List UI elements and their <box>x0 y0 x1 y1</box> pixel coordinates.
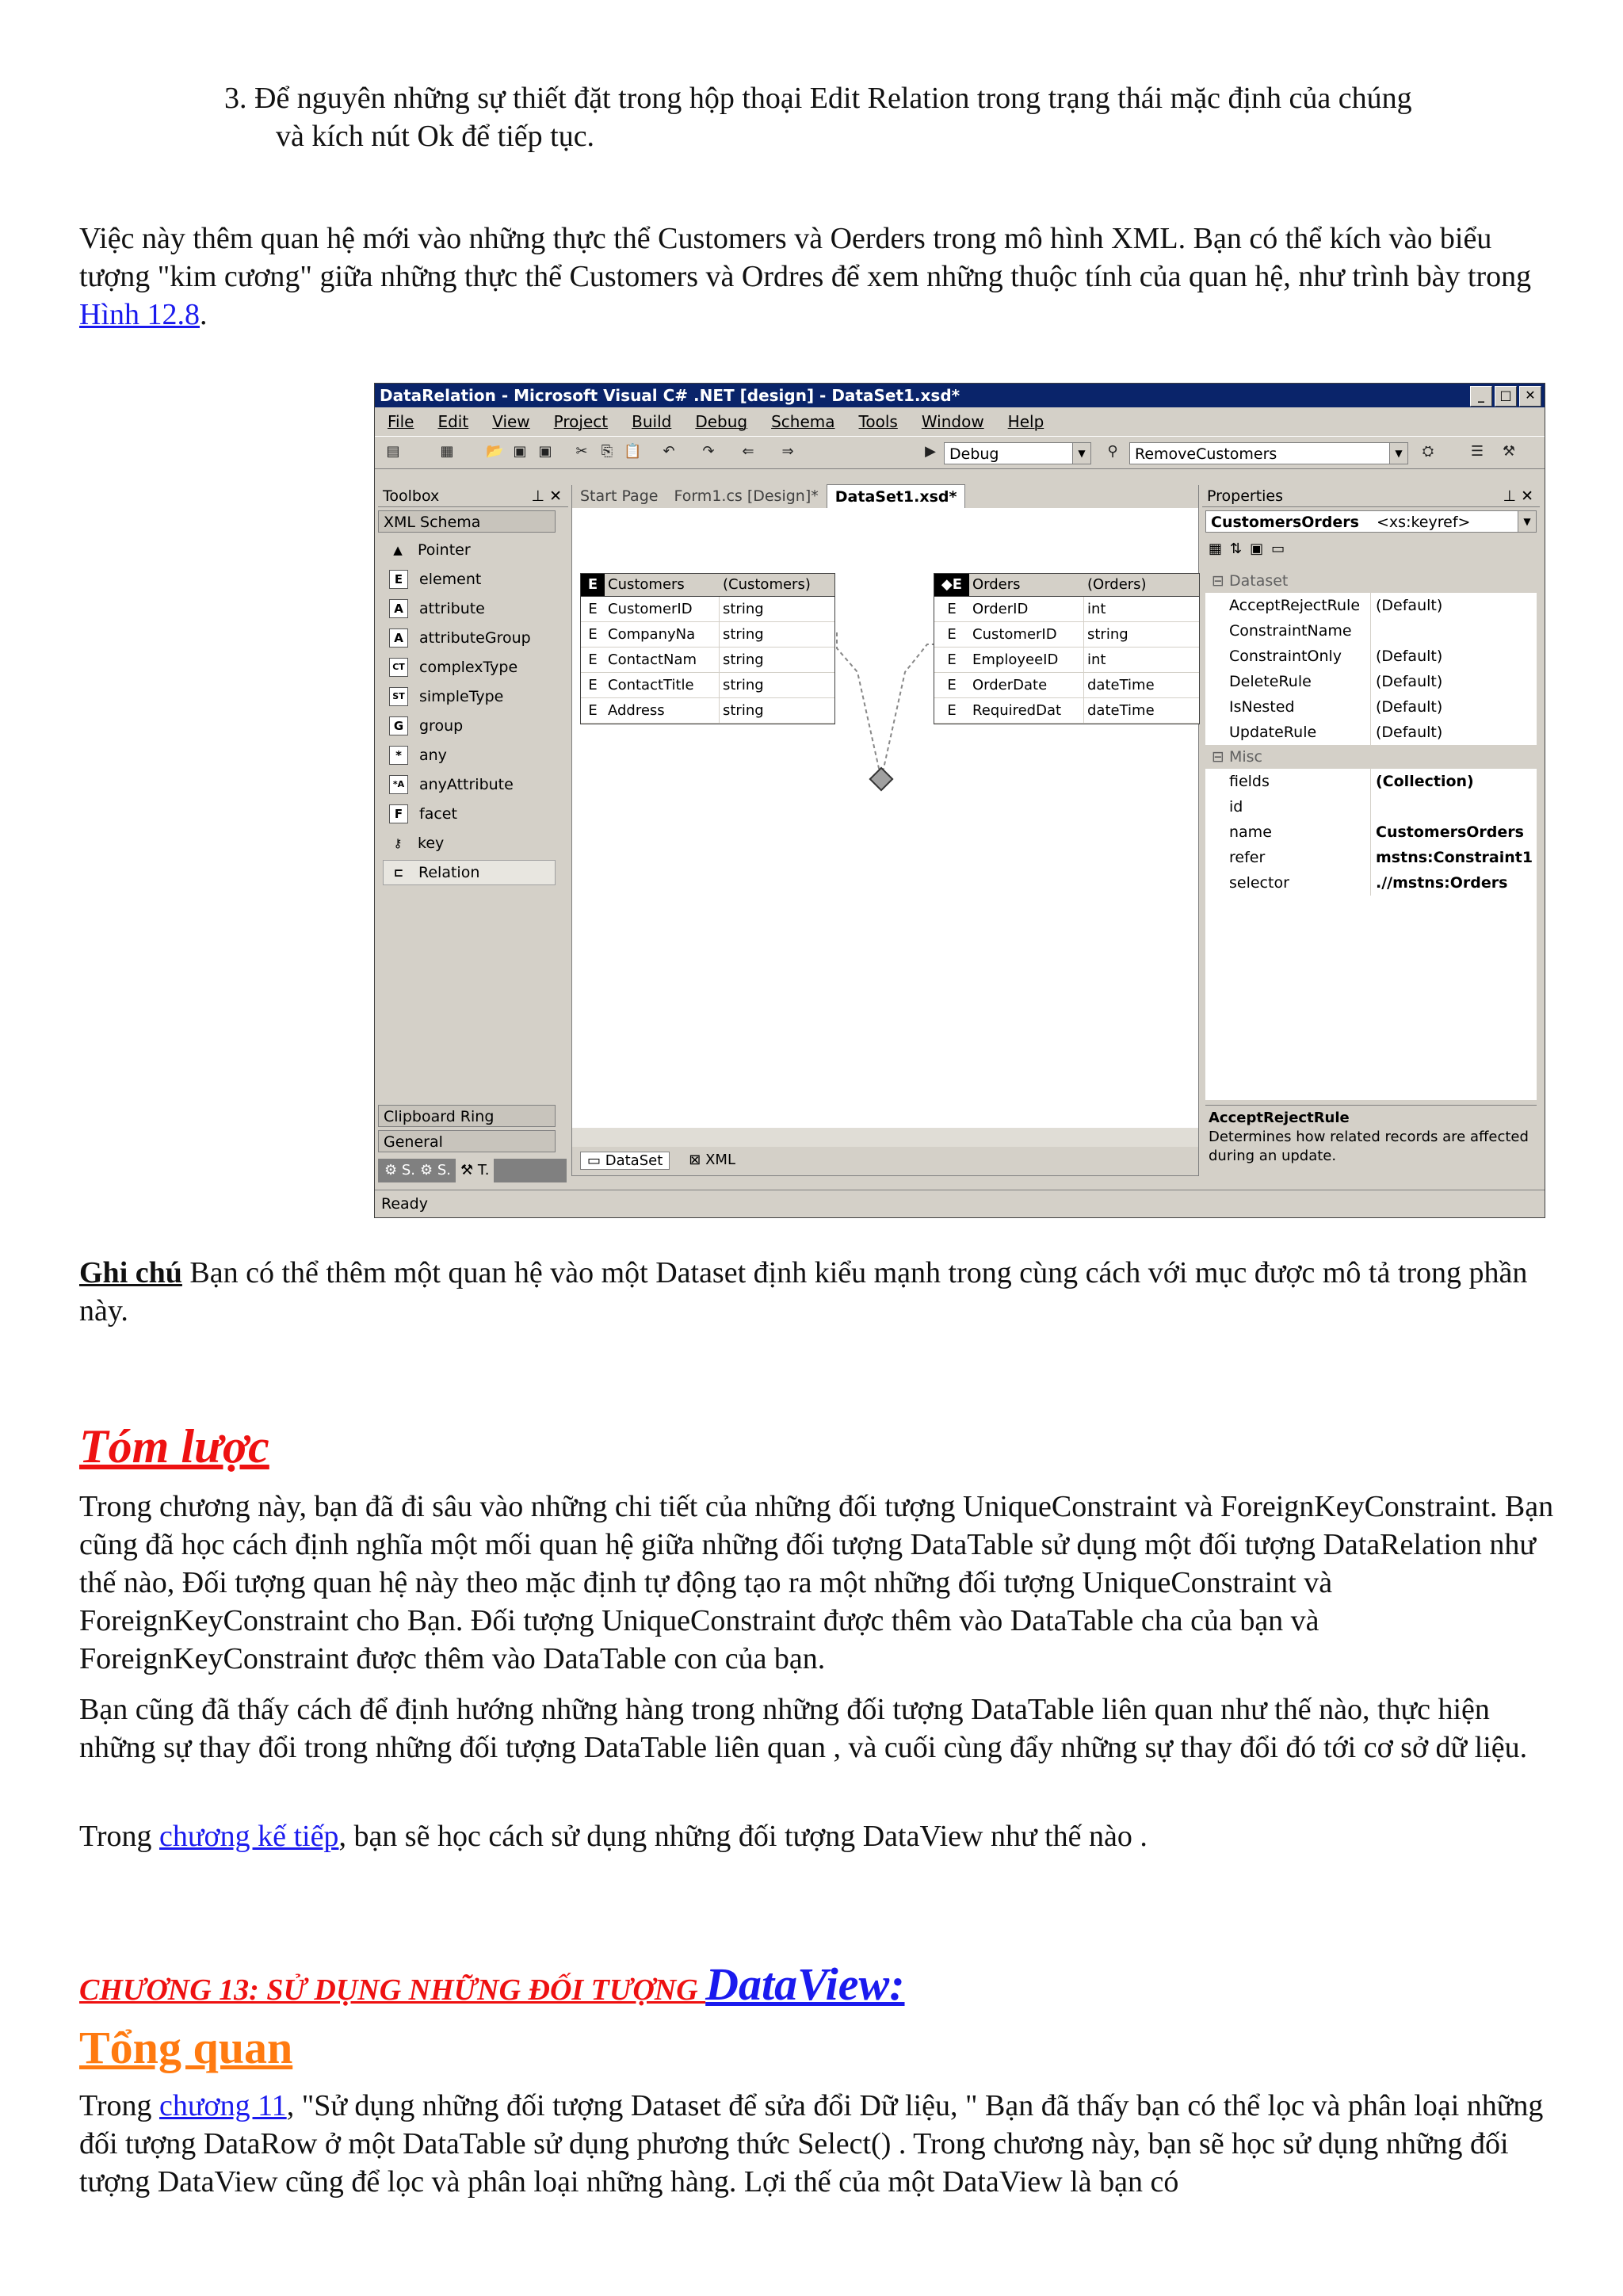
status-text: Ready <box>381 1195 428 1213</box>
property-value: (Default) <box>1376 673 1443 690</box>
toolbox-item-anyattribute[interactable] <box>389 772 514 797</box>
note-paragraph <box>79 1254 1561 1330</box>
attribute-group-icon: A <box>389 628 408 648</box>
field-name: CompanyNa <box>605 622 720 647</box>
tab-label: S. <box>401 1162 416 1179</box>
vs-menu-bar <box>375 409 1545 434</box>
attribute-icon: A <box>389 599 408 618</box>
tab-start-page[interactable]: Start Page <box>580 487 659 505</box>
target-combo[interactable] <box>1129 442 1408 464</box>
tab-server-explorer[interactable]: ⚙ S. <box>420 1162 452 1179</box>
properties-view-icon[interactable]: ▣ <box>1250 541 1264 557</box>
vs-toolbar <box>375 436 1545 469</box>
property-pages-icon[interactable]: ▭ <box>1271 541 1285 557</box>
step-3-line-1: 3. Để nguyên những sự thiết đặt trong hộp thoại Edit Relation trong trạng thái mặc định của chúng <box>224 82 1412 115</box>
property-row[interactable] <box>1205 870 1537 896</box>
toolbox-header <box>378 485 568 507</box>
summary-paragraph-3 <box>79 1817 1561 1855</box>
property-row[interactable] <box>1205 845 1537 871</box>
property-value <box>1371 794 1376 819</box>
toolbox-item-simpletype[interactable] <box>389 684 503 709</box>
toolbox-item-label: Pointer <box>418 541 471 559</box>
close-icon[interactable]: ✕ <box>549 487 562 505</box>
field-type: int <box>1087 651 1106 668</box>
toolbox-item-label: complexType <box>419 659 518 676</box>
field-name: EmployeeID <box>969 648 1084 672</box>
chapter-13-heading <box>79 1958 905 2011</box>
element-icon: E <box>389 570 408 589</box>
toolbox-item-attribute[interactable] <box>389 596 485 621</box>
step-3-line-2: và kích nút Ok để tiếp tục. <box>276 120 595 153</box>
toolbox-item-attributegroup[interactable] <box>389 625 531 651</box>
element-icon: E <box>588 677 598 693</box>
menu-view[interactable]: View <box>492 412 530 431</box>
figure-12-8-link[interactable]: Hình 12.8 <box>79 298 200 331</box>
properties-toolbar <box>1209 541 1285 557</box>
toolbox-section-label: XML Schema <box>384 514 481 531</box>
element-key-icon: E <box>947 601 957 617</box>
tab-label: S. <box>437 1162 452 1179</box>
field-name: ContactNam <box>605 648 720 672</box>
designer-bottom-bar <box>572 1128 1198 1175</box>
toolbox-item-complextype[interactable] <box>389 655 517 680</box>
minimize-icon[interactable]: _ <box>1470 386 1492 407</box>
property-value: (Default) <box>1376 698 1443 716</box>
toolbox-item-label: facet <box>419 805 457 823</box>
simple-type-icon: ST <box>389 687 408 706</box>
property-description <box>1205 1105 1537 1179</box>
facet-icon: F <box>389 804 408 823</box>
toolbox-item-label: element <box>419 571 482 588</box>
property-row[interactable] <box>1205 644 1537 670</box>
target-combo-value: RemoveCustomers <box>1135 445 1277 463</box>
properties-category-misc[interactable]: ⊟ Misc <box>1205 745 1537 769</box>
overview-paragraph <box>79 2087 1561 2201</box>
toolbox-item-pointer[interactable] <box>389 537 471 563</box>
properties-object-type: <xs:keyref> <box>1377 514 1471 531</box>
toolbox-item-facet[interactable] <box>389 801 457 827</box>
category-label: Misc <box>1228 748 1262 766</box>
overview-text: Trong <box>79 2089 160 2122</box>
field-type: string <box>723 626 764 643</box>
property-name: AcceptRejectRule <box>1205 593 1371 618</box>
intro-paragraph <box>79 220 1553 334</box>
tab-xml-view[interactable]: ⊠ XML <box>689 1152 735 1168</box>
element-icon: E <box>581 574 605 596</box>
entity-name: Orders <box>969 574 1084 596</box>
tab-toolbox[interactable]: ⚒ T. <box>456 1159 494 1182</box>
maximize-icon[interactable]: □ <box>1495 386 1517 407</box>
summary-p3-text: Trong <box>79 1820 160 1853</box>
relation-connector <box>572 486 1198 1175</box>
chevron-down-icon[interactable]: ▼ <box>1072 443 1090 464</box>
toolbox-pane <box>378 485 568 1182</box>
chapter-title-dataview: DataView: <box>705 1958 905 2010</box>
field-name: CustomerID <box>605 597 720 621</box>
field-type: string <box>723 651 764 668</box>
properties-category-dataset[interactable]: ⊟ Dataset <box>1205 569 1537 593</box>
toolbox-item-label: any <box>419 747 447 764</box>
vs-title-bar <box>375 384 1545 407</box>
field-name: OrderID <box>969 597 1084 621</box>
paste-icon[interactable]: 📋 <box>624 443 642 460</box>
toolbox-section-general[interactable] <box>378 1130 556 1152</box>
property-name: id <box>1205 794 1371 819</box>
properties-icon[interactable]: ☰ <box>1470 443 1484 460</box>
intro-text: Việc này thêm quan hệ mới vào những thực thể Customers và Oerders trong mô hình XML. Bạn có thể kích vào biểu tượng "kim cương" giữa những thực thể Customers và Ordres để xem những thuộc tính của quan hệ, như trình bày trong <box>79 222 1532 293</box>
property-name: ConstraintName <box>1205 618 1371 644</box>
entity-name: Customers <box>605 574 720 596</box>
vs-screenshot <box>374 383 1545 1218</box>
menu-build[interactable]: Build <box>632 412 672 431</box>
pin-icon[interactable]: ⊥ <box>531 487 544 505</box>
config-combo-value: Debug <box>949 445 999 463</box>
summary-paragraph-2: Bạn cũng đã thấy cách để định hướng những hàng trong những đối tượng DataTable liên quan như thế nào, thực hiện những sự thay đổi trong những đối tượng DataTable liên quan , và cuối cùng đẩy những sự thay đổi đó tới cơ sở dữ liệu. <box>79 1693 1528 1764</box>
toolbox-item-element[interactable] <box>389 567 481 592</box>
tab-dataset1-xsd[interactable]: DataSet1.xsd* <box>827 484 966 508</box>
undo-icon[interactable]: ↶ <box>663 443 675 460</box>
tab-solution-explorer[interactable]: ⚙ S. <box>384 1162 416 1179</box>
find-icon[interactable]: ⚲ <box>1107 443 1118 460</box>
menu-help[interactable]: Help <box>1007 412 1044 431</box>
menu-schema[interactable]: Schema <box>771 412 835 431</box>
start-icon[interactable]: ▶ <box>925 443 936 460</box>
field-type: string <box>723 702 764 719</box>
field-name: Address <box>605 698 720 723</box>
property-row[interactable] <box>1205 769 1537 795</box>
property-name: DeleteRule <box>1205 669 1371 694</box>
overview-heading: Tổng quan <box>79 2022 293 2073</box>
tab-label: XML <box>705 1152 735 1168</box>
element-icon: E <box>947 677 957 693</box>
property-row[interactable] <box>1205 618 1537 644</box>
status-bar <box>375 1190 1545 1217</box>
any-attribute-icon: *A <box>389 775 408 794</box>
tab-label: T. <box>477 1162 490 1179</box>
menu-window[interactable]: Window <box>921 412 984 431</box>
properties-object: CustomersOrders <box>1211 514 1359 531</box>
property-row[interactable] <box>1205 720 1537 746</box>
summary-p3-text-end: , bạn sẽ học cách sử dụng những đối tượng DataView như thế nào . <box>338 1820 1148 1853</box>
horizontal-scrollbar[interactable] <box>572 1128 1198 1147</box>
summary-paragraph-1: Trong chương này, bạn đã đi sâu vào những chi tiết của những đối tượng UniqueConstraint và ForeignKeyConstraint. Bạn cũng đã học cách định nghĩa một mối quan hệ giữa những đối tượng DataTable sử dụng một đối tượng DataRelation như thế nào, Đối tượng quan hệ này theo mặc định tự động tạo ra một những đối tượng UniqueConstraint và ForeignKeyConstraint cho Bạn. Đối tượng UniqueConstraint được thêm vào DataTable cha của bạn và ForeignKeyConstraint được thêm vào DataTable con của bạn. <box>79 1490 1554 1675</box>
save-icon[interactable]: ▣ <box>513 443 527 460</box>
copy-icon[interactable]: ⎘ <box>601 443 613 460</box>
toolbox-item-label: attribute <box>419 600 485 617</box>
solution-explorer-icon[interactable]: ⛭ <box>1422 443 1434 460</box>
toolbox-item-label: group <box>419 717 464 735</box>
note-label: Ghi chú <box>79 1256 182 1289</box>
property-row[interactable] <box>1205 694 1537 720</box>
element-icon: E <box>588 702 598 719</box>
overview-text-end: , "Sử dụng những đối tượng Dataset để sửa đổi Dữ liệu, " Bạn đã thấy bạn có thể lọc và phân loại những đối tượng DataRow ở một DataTable sử dụng phương thức Select() . Trong chương này, bạn sẽ học sử dụng những đối tượng DataView cũng để lọc và phân loại những hàng. Lợi thế của một DataView là bạn có <box>79 2089 1544 2199</box>
property-value: .//mstns:Orders <box>1376 874 1508 892</box>
field-type: string <box>723 601 764 617</box>
property-name: fields <box>1205 769 1371 794</box>
toolbox-section-xml-schema[interactable] <box>378 510 556 533</box>
pointer-icon: ▲ <box>393 543 403 557</box>
field-name: CustomerID <box>969 622 1084 647</box>
property-name: selector <box>1205 870 1371 896</box>
toolbox-item-any[interactable] <box>389 743 447 768</box>
property-row[interactable] <box>1205 794 1537 820</box>
config-combo[interactable] <box>944 442 1091 464</box>
menu-edit[interactable]: Edit <box>437 412 469 431</box>
toolbox-item-group[interactable] <box>389 713 463 739</box>
toolbox-item-label: simpleType <box>419 688 504 705</box>
toolbox-section-clipboard-ring[interactable] <box>378 1105 556 1127</box>
toolbox-bottom-tabs <box>378 1159 567 1182</box>
vs-title: DataRelation - Microsoft Visual C# .NET [design] - DataSet1.xsd* <box>380 386 960 405</box>
chapter-prefix: CHƯƠNG 13: SỬ DỤNG NHỮNG ĐỐI TƯỢNG <box>79 1973 706 2007</box>
field-name: RequiredDat <box>969 698 1084 723</box>
field-name: OrderDate <box>969 673 1084 697</box>
element-icon: E <box>947 702 957 719</box>
schema-designer <box>571 485 1199 1176</box>
property-value: CustomersOrders <box>1376 823 1524 841</box>
properties-object-combo[interactable] <box>1205 510 1537 533</box>
menu-file[interactable]: File <box>388 412 414 431</box>
property-value: (Default) <box>1376 724 1443 741</box>
field-type: dateTime <box>1087 702 1155 719</box>
pin-icon[interactable]: ⊥ <box>1503 487 1516 505</box>
chapter-11-link[interactable]: chương 11 <box>159 2089 287 2122</box>
properties-pane <box>1202 485 1540 1182</box>
element-icon: E <box>588 626 598 643</box>
complex-type-icon: CT <box>389 658 408 677</box>
field-type: string <box>723 677 764 693</box>
toolbox-item-relation[interactable] <box>383 860 556 885</box>
redo-icon[interactable]: ↷ <box>702 443 715 460</box>
field-type: dateTime <box>1087 677 1155 693</box>
intro-text-end: . <box>200 298 208 331</box>
new-project-icon[interactable]: ▤ <box>386 443 400 460</box>
element-key-icon: E <box>588 601 598 617</box>
menu-debug[interactable]: Debug <box>695 412 748 431</box>
property-row[interactable] <box>1205 819 1537 846</box>
property-value <box>1371 618 1376 644</box>
toolbox-section-label: General <box>384 1133 443 1151</box>
nav-back-icon[interactable]: ⇐ <box>742 443 754 460</box>
close-icon[interactable]: ✕ <box>1521 487 1533 505</box>
chevron-down-icon[interactable]: ▼ <box>1518 511 1536 532</box>
property-row[interactable] <box>1205 593 1537 619</box>
property-name: name <box>1205 819 1371 845</box>
property-row[interactable] <box>1205 669 1537 695</box>
alphabetical-icon[interactable]: ⇅ <box>1230 541 1243 557</box>
tab-label: DataSet <box>605 1152 663 1169</box>
save-all-icon[interactable]: ▣ <box>538 443 552 460</box>
relation-diamond-icon[interactable] <box>870 768 892 790</box>
open-icon[interactable]: 📂 <box>486 443 504 460</box>
tab-dataset-view[interactable]: ▭ DataSet <box>580 1152 670 1170</box>
note-text: Bạn có thể thêm một quan hệ vào một Dataset định kiểu mạnh trong cùng cách với mục được mô tả trong phần này. <box>79 1256 1528 1328</box>
toolbox-item-label: Relation <box>418 864 480 881</box>
entity-type: (Customers) <box>723 576 811 593</box>
toolbox-item-key[interactable] <box>389 831 444 856</box>
summary-heading: Tóm lược <box>79 1420 269 1473</box>
field-name: ContactTitle <box>605 673 720 697</box>
property-value: (Collection) <box>1376 773 1474 790</box>
element-icon: E <box>588 651 598 668</box>
add-item-icon[interactable]: ▦ <box>440 443 454 460</box>
relation-icon: ⊏ <box>393 865 404 880</box>
category-label: Dataset <box>1228 572 1289 590</box>
element-icon: E <box>947 626 957 643</box>
property-name: IsNested <box>1205 694 1371 720</box>
any-icon: * <box>389 746 408 765</box>
properties-header <box>1202 485 1540 507</box>
toolbox-section-label: Clipboard Ring <box>384 1108 495 1125</box>
toolbox-item-label: attributeGroup <box>419 629 531 647</box>
field-type: int <box>1087 601 1106 617</box>
toolbox-title: Toolbox <box>383 487 440 505</box>
next-chapter-link[interactable]: chương kế tiếp <box>159 1820 339 1853</box>
field-type: string <box>1087 626 1128 643</box>
element-icon: ◆E <box>934 574 969 596</box>
designer-view-tabs <box>580 1152 735 1170</box>
properties-grid-empty <box>1205 896 1537 1100</box>
description-text: Determines how related records are affected during an update. <box>1209 1129 1529 1164</box>
description-title: AcceptRejectRule <box>1209 1110 1350 1126</box>
chevron-down-icon[interactable]: ▼ <box>1389 443 1407 464</box>
properties-title: Properties <box>1207 487 1284 505</box>
property-value: mstns:Constraint1 <box>1376 849 1533 866</box>
toolbox-item-label: key <box>418 835 445 852</box>
property-name: ConstraintOnly <box>1205 644 1371 669</box>
menu-project[interactable]: Project <box>553 412 609 431</box>
menu-tools[interactable]: Tools <box>858 412 898 431</box>
toolbox-icon[interactable]: ⚒ <box>1502 443 1516 460</box>
group-icon: G <box>389 716 408 735</box>
property-name: UpdateRule <box>1205 720 1371 745</box>
property-value: (Default) <box>1376 597 1443 614</box>
cut-icon[interactable]: ✂ <box>575 443 588 460</box>
element-icon: E <box>947 651 957 668</box>
tab-form1-design[interactable]: Form1.cs [Design]* <box>674 487 819 505</box>
nav-forward-icon[interactable]: ⇒ <box>781 443 794 460</box>
property-value: (Default) <box>1376 648 1443 665</box>
key-icon: ⚷ <box>393 836 403 850</box>
toolbox-item-label: anyAttribute <box>419 776 514 793</box>
property-name: refer <box>1205 845 1371 870</box>
close-icon[interactable]: ✕ <box>1519 386 1541 407</box>
categorized-icon[interactable]: ▦ <box>1209 541 1223 557</box>
entity-type: (Orders) <box>1087 576 1147 593</box>
